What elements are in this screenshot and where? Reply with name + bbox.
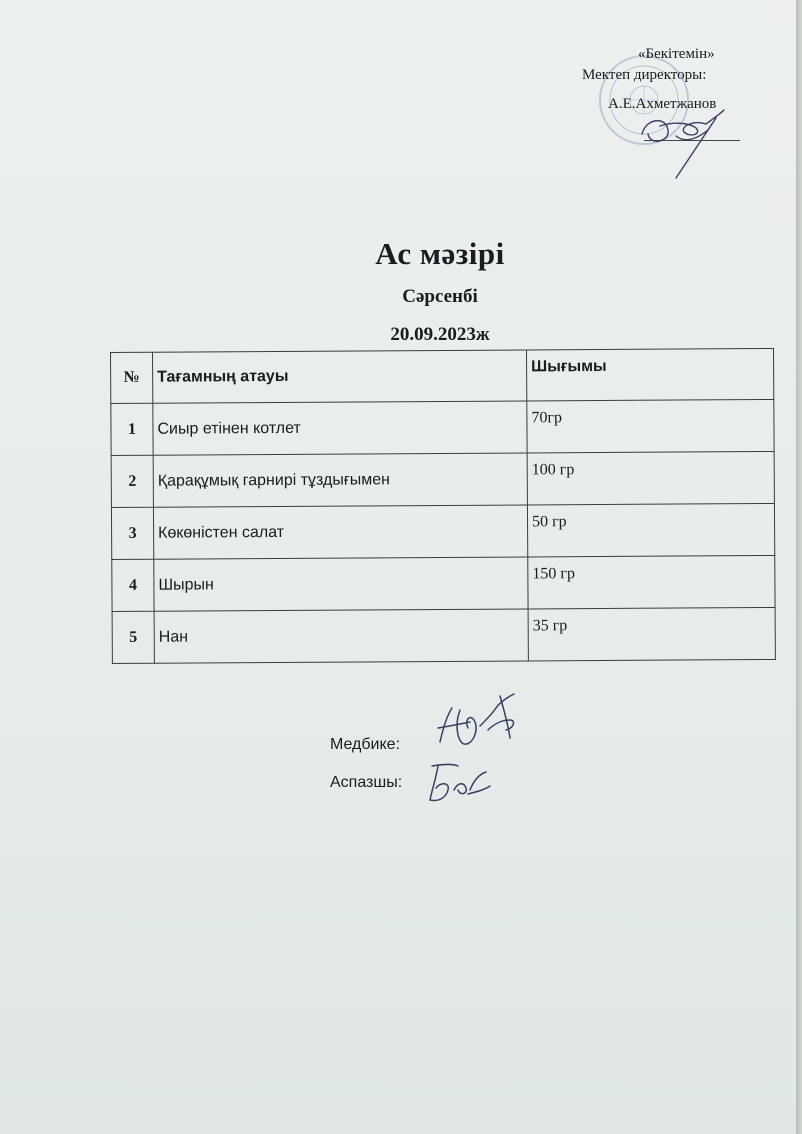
menu-table xyxy=(110,348,776,664)
row-number: 1 xyxy=(111,403,153,455)
row-number: 5 xyxy=(112,611,154,663)
cook-signature-icon xyxy=(424,760,494,806)
approval-heading: «Бекітемін» xyxy=(638,46,715,62)
table-header-row xyxy=(111,348,774,403)
dish-output: 50 гр xyxy=(527,503,774,557)
row-number: 4 xyxy=(112,559,154,611)
cook-signoff xyxy=(330,774,402,812)
approval-position: Мектеп директоры: xyxy=(582,67,707,83)
column-header-dish-name: Тағамның атауы xyxy=(153,350,527,403)
menu-day: Сәрсенбі xyxy=(402,286,478,307)
dish-output: 35 гр xyxy=(528,607,775,661)
nurse-signoff xyxy=(330,736,402,774)
signoff-block xyxy=(330,736,402,812)
row-number: 3 xyxy=(111,507,153,559)
column-header-output: Шығымы xyxy=(526,348,773,401)
dish-output: 70гр xyxy=(527,399,774,453)
table-row xyxy=(111,451,774,507)
row-number: 2 xyxy=(111,455,153,507)
table-row xyxy=(111,503,774,559)
nurse-label: Медбике: xyxy=(330,736,401,753)
dish-name: Көкөністен салат xyxy=(153,505,527,559)
page-edge xyxy=(796,0,802,1134)
dish-output: 100 гр xyxy=(527,451,774,505)
dish-output: 150 гр xyxy=(528,555,775,609)
dish-name: Шырын xyxy=(154,557,528,611)
menu-date: 20.09.2023ж xyxy=(390,324,490,345)
column-header-number: № xyxy=(111,352,153,403)
nurse-signature-icon xyxy=(430,690,530,760)
dish-name: Сиыр етінен котлет xyxy=(153,401,527,455)
page-title: Ас мәзірі xyxy=(375,236,505,271)
cook-label: Аспазшы: xyxy=(330,774,403,791)
table-row xyxy=(111,399,774,455)
approval-director-name: А.Е.Ахметжанов xyxy=(608,96,717,112)
table-row xyxy=(112,607,775,663)
director-signature-icon xyxy=(636,104,728,182)
dish-name: Нан xyxy=(154,609,528,663)
dish-name: Қарақұмық гарнирі тұздығымен xyxy=(153,453,527,507)
table-row xyxy=(112,555,775,611)
